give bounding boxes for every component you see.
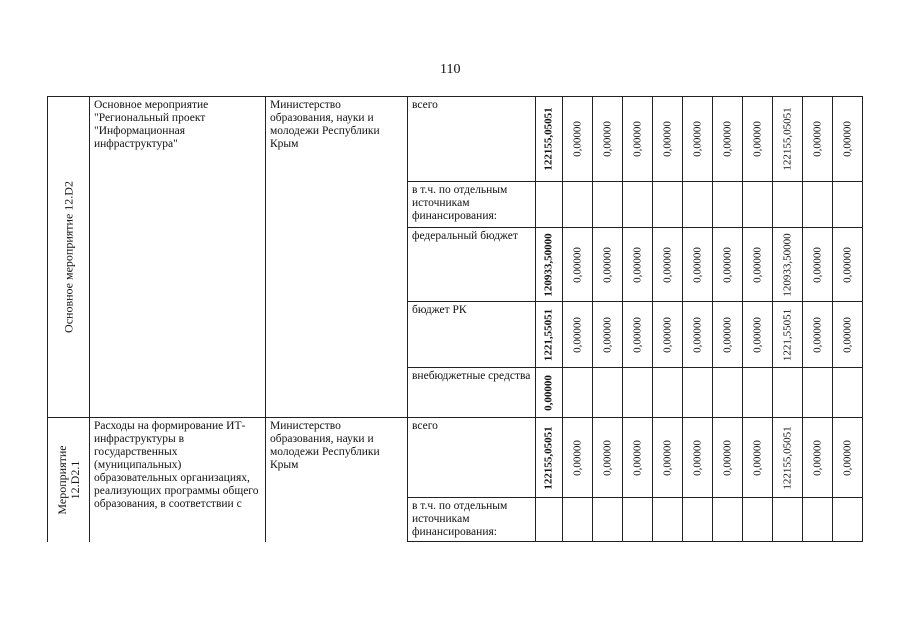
value-cell: 0,00000 — [743, 228, 773, 302]
value-cell: 0,00000 — [593, 228, 623, 302]
line-label: бюджет РК — [408, 302, 536, 368]
value-cell: 120933,50000 — [536, 228, 563, 302]
event-name-cell: Расходы на формирование ИТ-инфраструктуры в государственных (муниципальных) образовательных организациях, реализующих программы общего образования, в соответствии с — [90, 418, 266, 542]
value-cell: 0,00000 — [713, 97, 743, 182]
value-cell: 122155,05051 — [536, 418, 563, 498]
value-cell: 120933,50000 — [773, 228, 803, 302]
executor-cell: Министерство образования, науки и молодежи Республики Крым — [266, 97, 408, 418]
value-cell: 0,00000 — [563, 418, 593, 498]
value-cell: 0,00000 — [683, 228, 713, 302]
value-cell: 0,00000 — [563, 302, 593, 368]
line-label: всего — [408, 418, 536, 498]
value-cell: 0,00000 — [833, 228, 863, 302]
value-cell: 0,00000 — [536, 368, 563, 418]
row-title-cell: Основное мероприятие 12.D2 — [48, 97, 90, 418]
value-cell: 0,00000 — [713, 228, 743, 302]
value-cell: 0,00000 — [653, 228, 683, 302]
value-cell: 122155,05051 — [773, 418, 803, 498]
budget-table — [47, 96, 863, 542]
row-title-cell: Мероприятие 12.D2.1 — [48, 418, 90, 542]
value-cell: 0,00000 — [743, 97, 773, 182]
value-cell: 0,00000 — [653, 97, 683, 182]
value-cell: 0,00000 — [623, 418, 653, 498]
table-row — [48, 418, 863, 498]
value-cell: 0,00000 — [833, 418, 863, 498]
line-label: в т.ч. по отдельным источникам финансирования: — [408, 498, 536, 542]
value-cell: 0,00000 — [803, 228, 833, 302]
value-cell: 0,00000 — [623, 228, 653, 302]
value-cell: 0,00000 — [653, 418, 683, 498]
value-cell: 0,00000 — [713, 302, 743, 368]
value-cell: 0,00000 — [593, 418, 623, 498]
value-cell: 0,00000 — [743, 302, 773, 368]
value-cell: 1221,55051 — [773, 302, 803, 368]
value-cell: 0,00000 — [683, 97, 713, 182]
line-label: федеральный бюджет — [408, 228, 536, 302]
value-cell: 1221,55051 — [536, 302, 563, 368]
value-cell: 0,00000 — [803, 418, 833, 498]
value-cell: 0,00000 — [683, 418, 713, 498]
value-cell: 0,00000 — [743, 418, 773, 498]
value-cell: 0,00000 — [563, 228, 593, 302]
value-cell: 0,00000 — [623, 302, 653, 368]
value-cell: 0,00000 — [803, 97, 833, 182]
value-cell: 0,00000 — [803, 302, 833, 368]
line-label: всего — [408, 97, 536, 182]
value-cell: 0,00000 — [593, 302, 623, 368]
value-cell: 0,00000 — [833, 302, 863, 368]
line-label: в т.ч. по отдельным источникам финансирования: — [408, 182, 536, 228]
value-cell: 0,00000 — [653, 302, 683, 368]
value-cell: 0,00000 — [563, 97, 593, 182]
value-cell: 0,00000 — [623, 97, 653, 182]
value-cell: 0,00000 — [593, 97, 623, 182]
executor-cell: Министерство образования, науки и молодежи Республики Крым — [266, 418, 408, 542]
event-name-cell: Основное мероприятие "Региональный проект "Информационная инфраструктура" — [90, 97, 266, 418]
value-cell: 0,00000 — [683, 302, 713, 368]
line-label: внебюджетные средства — [408, 368, 536, 418]
value-cell: 122155,05051 — [773, 97, 803, 182]
table-row — [48, 97, 863, 182]
value-cell: 0,00000 — [713, 418, 743, 498]
value-cell: 122155,05051 — [536, 97, 563, 182]
value-cell: 0,00000 — [833, 97, 863, 182]
page-number: 110 — [440, 62, 461, 77]
